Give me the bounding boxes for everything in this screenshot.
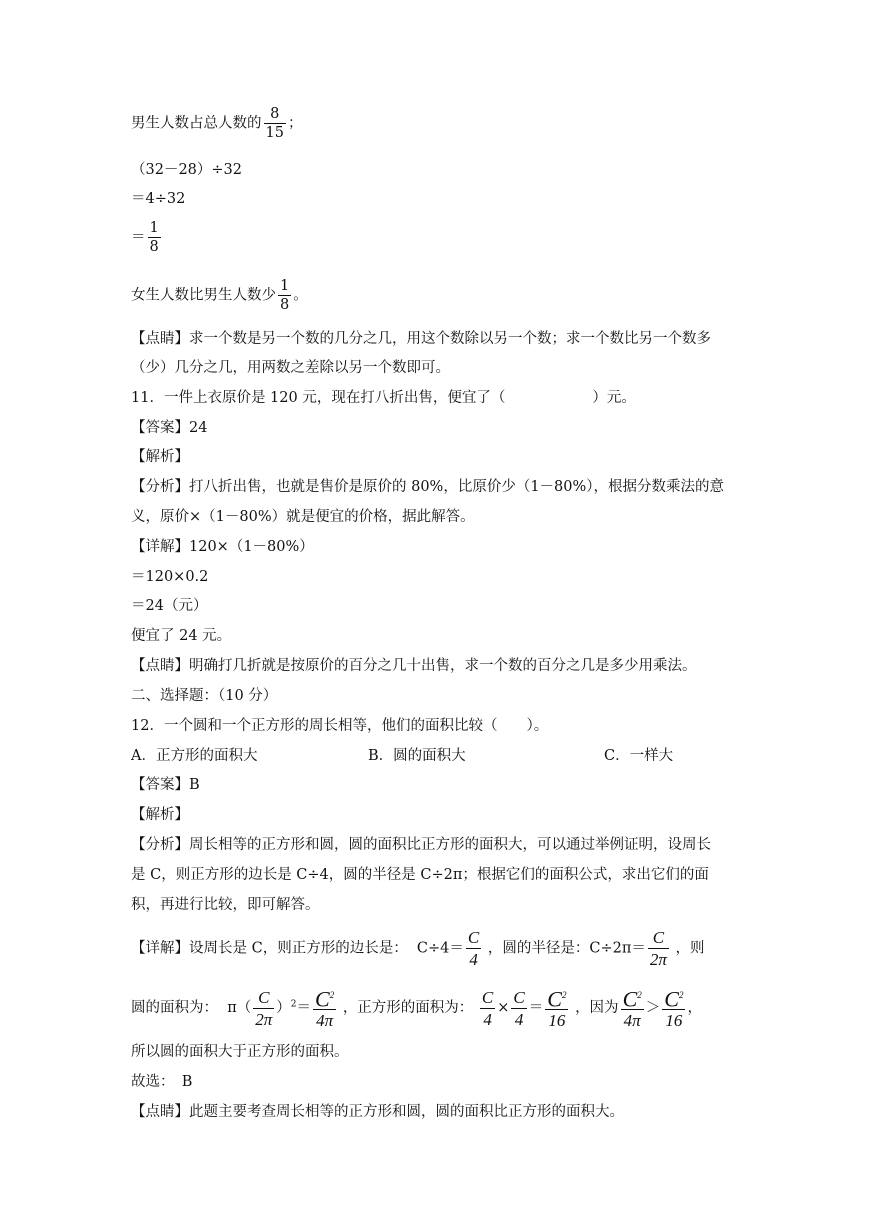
option-a: A．正方形的面积大	[131, 748, 258, 764]
text-line-14: ＝120×0.2	[131, 569, 209, 585]
text-line-7: （少）几分之几，用两数之差除以另一个数即可。	[131, 360, 450, 376]
text-line-30: 【点睛】此题主要考查周长相等的正方形和圆，圆的面积比正方形的面积大。	[131, 1104, 624, 1120]
answer-11: 【答案】24	[131, 420, 208, 436]
text-line-17: 【点睛】明确打几折就是按原价的百分之几十出售，求一个数的百分之几是多少用乘法。	[131, 658, 697, 674]
text-line-1: 男生人数占总人数的 $\frac{8}{15}$ ；	[131, 106, 303, 141]
fraction-c2-16: $\frac{C^2}{16}$	[547, 986, 567, 1031]
option-c: C．一样大	[604, 748, 674, 764]
fraction-c-4-c: $\frac{C}{4}$	[513, 987, 525, 1029]
choice-line: 故选： B	[131, 1074, 193, 1090]
fraction-1-8-b: $\frac{1}{8}$	[280, 278, 290, 313]
analysis-heading-11: 【解析】	[131, 449, 189, 465]
text-line-12: 义，原价×（1－80%）就是便宜的价格，据此解答。	[131, 509, 475, 525]
text-line-4: ＝ $\frac{1}{8}$	[131, 220, 159, 255]
text-line-6: 【点睛】求一个数是另一个数的几分之几，用这个数除以另一个数；求一个数比另一个数多	[131, 331, 711, 347]
detail-line-2: 圆的面积为： π（ $\frac{C}{2\pi}$ ）$^2$＝ $\frac{C^2}{4\pi}$ ，正方形的面积为： $\frac{C}{4}$ × $\frac{C}{4}$ ＝ $\frac{C^2}{16}$ ，因为 $\frac{C^2}{4\pi}$ ＞ $\frac{C^2}{16}$ ，	[131, 986, 702, 1031]
fraction-c-2pi-b: $\frac{C}{2\pi}$	[255, 987, 273, 1029]
question-11: 11．一件上衣原价是 120 元，现在打八折出售，便宜了（ ）元。	[131, 390, 636, 406]
text-line-16: 便宜了 24 元。	[131, 628, 232, 644]
text-line-13: 【详解】120×（1－80%）	[131, 539, 314, 555]
text-line-11: 【分析】打八折出售，也就是售价是原价的 80%，比原价少（1－80%），根据分数乘法的意	[131, 479, 725, 495]
section-heading: 二、选择题：（10 分）	[131, 688, 278, 704]
fraction-c-4-b: $\frac{C}{4}$	[481, 987, 494, 1029]
question-12: 12．一个圆和一个正方形的周长相等，他们的面积比较（ ）。	[131, 718, 549, 734]
text-line-24: 是 C，则正方形的边长是 C÷4，圆的半径是 C÷2π；根据它们的面积公式，求出它们的面	[131, 867, 709, 883]
fraction-c-2pi: $\frac{C}{2\pi}$	[649, 928, 667, 969]
fraction-c2-16-b: $\frac{C^2}{16}$	[664, 986, 684, 1031]
text-line-23: 【分析】周长相等的正方形和圆，圆的面积比正方形的面积大，可以通过举例证明，设周长	[131, 837, 711, 853]
option-b: B．圆的面积大	[368, 748, 466, 764]
text-line-15: ＝24（元）	[131, 598, 208, 614]
fraction-1-8: $\frac{1}{8}$	[149, 220, 159, 255]
fraction-c2-4pi-b: $\frac{C^2}{4\pi}$	[622, 986, 642, 1031]
answer-12: 【答案】B	[131, 777, 200, 793]
text-line-2: （32－28）÷32	[131, 162, 243, 178]
analysis-heading-12: 【解析】	[131, 807, 189, 823]
text-line-25: 积，再进行比较，即可解答。	[131, 897, 320, 913]
text-line-3: ＝4÷32	[131, 191, 186, 207]
text-line-28: 所以圆的面积大于正方形的面积。	[131, 1044, 349, 1060]
fraction-8-15: $\frac{8}{15}$	[265, 106, 284, 141]
detail-line-1: 【详解】设周长是 C，则正方形的边长是： C÷4＝ $\frac{C}{4}$ ，圆的半径是：C÷2π＝ $\frac{C}{2\pi}$ ，则	[131, 928, 705, 969]
fraction-c2-4pi: $\frac{C^2}{4\pi}$	[315, 986, 335, 1031]
fraction-c-4: $\frac{C}{4}$	[467, 928, 480, 969]
text-line-5: 女生人数比男生人数少 $\frac{1}{8}$ 。	[131, 278, 308, 313]
